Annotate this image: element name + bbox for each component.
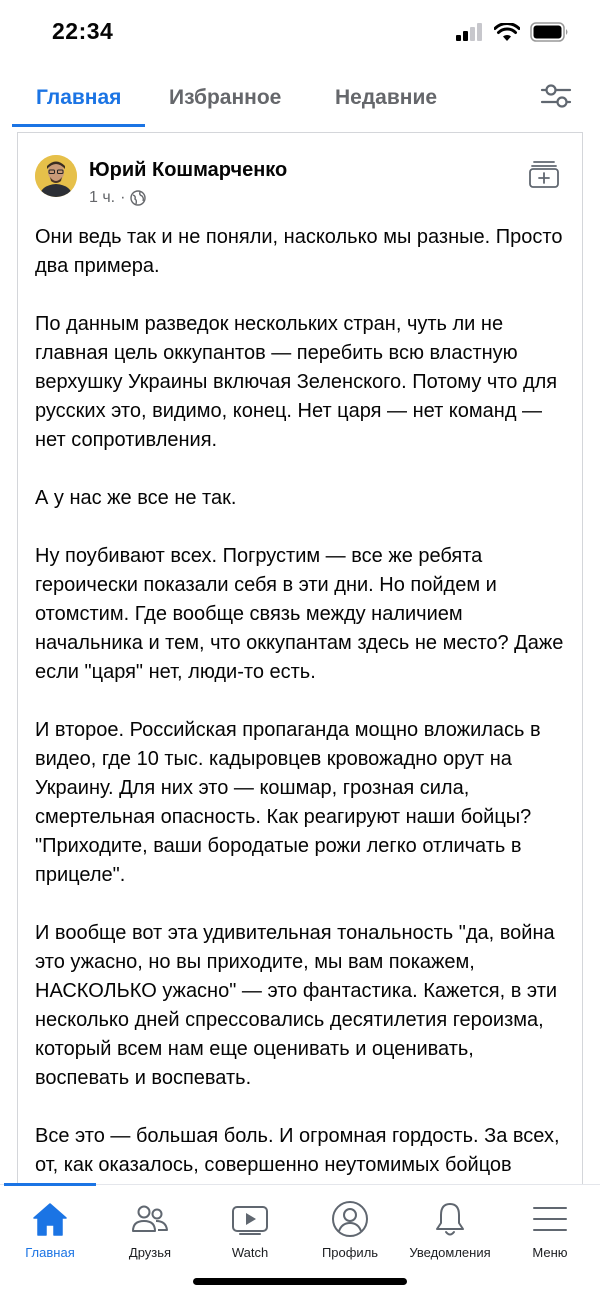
post-time[interactable]: 1 ч.	[89, 189, 116, 206]
nav-menu[interactable]	[500, 1185, 600, 1265]
status-bar	[0, 0, 600, 66]
tab-recent[interactable]: Недавние	[335, 86, 438, 109]
nav-watch-label: Watch	[231, 1245, 269, 1260]
nav-home-label: Главная	[25, 1245, 75, 1260]
home-indicator	[193, 1278, 407, 1285]
meta-separator: ·	[120, 189, 126, 206]
friends-icon	[130, 1199, 170, 1239]
wifi-icon	[494, 23, 520, 42]
filter-icon[interactable]	[540, 82, 572, 110]
post-paragraph: Ну поубивают всех. Погрустим — все же ребята героически показали себя в эти дни. Но пойдем и отомстим. Где вообще связь между наличием начальника и тем, что оккупантам здесь не место? Даже если "царя" нет, люди-то есть.	[35, 545, 564, 683]
tab-favorites[interactable]: Избранное	[169, 86, 282, 109]
post-meta	[89, 189, 146, 207]
tab-home[interactable]: Главная	[36, 86, 122, 109]
post-body	[35, 223, 571, 1192]
globe-icon	[130, 190, 146, 206]
nav-notifications[interactable]	[400, 1185, 500, 1265]
profile-icon	[330, 1199, 370, 1239]
status-time: 22:34	[52, 18, 114, 44]
avatar-photo-icon	[35, 155, 77, 197]
battery-icon	[530, 22, 570, 42]
nav-watch[interactable]	[200, 1185, 300, 1265]
nav-menu-label: Меню	[532, 1245, 568, 1260]
status-icons	[456, 22, 570, 42]
active-tab-indicator	[12, 124, 145, 127]
feed-tabs	[0, 66, 600, 128]
bell-icon	[430, 1199, 470, 1239]
post-card	[17, 132, 583, 1192]
home-icon	[30, 1199, 70, 1239]
post-paragraph: И второе. Российская пропаганда мощно вложилась в видео, где 10 тыс. кадыровцев кровожадно орут на Украину. Для них это — кошмар, грозная сила, смертельная опасность. Как реагируют наши бойцы? "Приходите, ваши бородатые рожи легко отличать в прицеле".	[35, 719, 541, 886]
nav-profile[interactable]	[300, 1185, 400, 1265]
author-name[interactable]: Юрий Кошмарченко	[89, 159, 288, 181]
post-paragraph: Они ведь так и не поняли, насколько мы разные. Просто два примера.	[35, 226, 563, 277]
nav-notifications-label: Уведомления	[409, 1245, 491, 1260]
save-collection-icon[interactable]	[528, 157, 560, 189]
menu-icon	[530, 1199, 570, 1239]
watch-icon	[230, 1199, 270, 1239]
post-paragraph: По данным разведок нескольких стран, чуть ли не главная цель оккупантов — перебить всю властную верхушку Украины включая Зеленского. Потому что для русских это, видимо, конец. Нет царя — нет команд — нет сопротивления.	[35, 313, 558, 451]
post-paragraph: Все это — большая боль. И огромная гордость. За всех, от, как оказалось, совершенно неутомимых бойцов	[35, 1125, 560, 1176]
nav-friends-label: Друзья	[128, 1245, 172, 1260]
author-avatar[interactable]	[35, 155, 77, 197]
nav-home[interactable]	[0, 1185, 100, 1265]
post-paragraph: И вообще вот эта удивительная тональность "да, война это ужасно, но вы приходите, мы вам покажем, НАСКОЛЬКО ужасно" — это фантастика. Кажется, в эти несколько дней спрессовались десятилетия героизма, который всем нам еще оценивать и оценивать, воспевать и воспевать.	[35, 922, 558, 1089]
nav-friends[interactable]	[100, 1185, 200, 1265]
nav-profile-label: Профиль	[321, 1245, 379, 1260]
post-paragraph: А у нас же все не так.	[35, 487, 237, 509]
cellular-signal-icon	[456, 23, 484, 41]
